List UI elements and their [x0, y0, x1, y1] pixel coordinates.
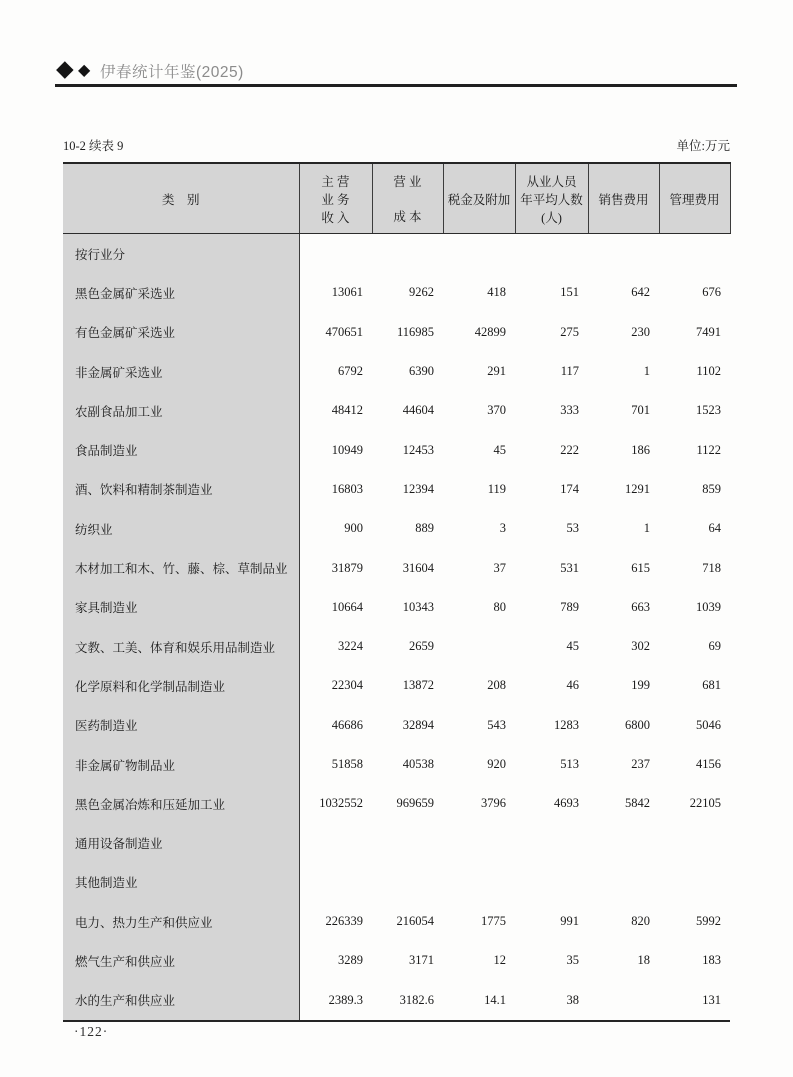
row-value [515, 863, 588, 902]
row-value [299, 823, 372, 862]
row-category: 黑色金属冶炼和压延加工业 [63, 784, 299, 823]
row-value: 6390 [409, 364, 434, 379]
row-value: 10664 [331, 599, 363, 614]
row-value: 531 [560, 560, 579, 575]
row-value: 543 [487, 717, 506, 732]
row-value: 5992 [696, 914, 721, 929]
table-number: 10-2 续表 9 [63, 139, 124, 153]
row-value: 174 [560, 481, 579, 496]
table-row [63, 706, 730, 745]
row-value: 1122 [696, 442, 721, 457]
header-operating-cost-lines [373, 172, 443, 225]
row-value: 45 [566, 639, 579, 654]
row-category: 水的生产和供应业 [63, 981, 299, 1021]
row-value: 31604 [402, 560, 434, 575]
header-operating-cost [372, 163, 443, 234]
row-value: 333 [560, 403, 579, 418]
row-value: 216054 [396, 914, 434, 929]
header-taxes-label: 税金及附加 [447, 192, 511, 207]
row-value: 900 [344, 521, 363, 536]
header-admin-expense-label: 管理费用 [669, 192, 720, 207]
row-value: 80 [493, 599, 506, 614]
row-category: 燃气生产和供应业 [63, 941, 299, 980]
row-value: 116985 [396, 324, 434, 339]
row-value: 10343 [402, 599, 434, 614]
row-value [443, 627, 515, 666]
row-value: 681 [702, 678, 721, 693]
diamond-icon-small: ◆ [78, 62, 91, 79]
row-value: 513 [560, 757, 579, 771]
row-value: 3171 [409, 953, 434, 968]
row-value: 3 [499, 521, 506, 536]
row-value: 1523 [696, 403, 721, 418]
row-value: 117 [560, 364, 579, 379]
row-value [372, 823, 443, 862]
row-value: 12394 [402, 481, 434, 496]
row-value: 6792 [338, 364, 363, 379]
table-header-row [63, 163, 730, 234]
table-row [63, 234, 730, 274]
row-value: 663 [631, 599, 650, 614]
row-value: 2389.3 [328, 992, 363, 1007]
row-value: 1291 [625, 481, 650, 496]
table-header [63, 163, 730, 234]
row-value: 44604 [402, 403, 434, 418]
header-category [63, 163, 299, 234]
header-line: 主 营 [321, 175, 350, 189]
statistics-table [63, 162, 731, 1022]
row-category: 木材加工和木、竹、藤、棕、草制品业 [63, 548, 299, 587]
row-value: 1102 [696, 364, 721, 379]
table-row [63, 941, 730, 980]
header-line: 营 业 [393, 175, 422, 189]
row-value [515, 823, 588, 862]
header-selling-expense-label: 销售费用 [598, 192, 649, 207]
row-value: 1032552 [319, 796, 363, 811]
row-value: 237 [631, 757, 650, 771]
row-value [372, 863, 443, 902]
header-line: 收 入 [321, 211, 350, 225]
row-value: 14.1 [484, 992, 506, 1007]
header-taxes [443, 163, 515, 234]
row-category: 有色金属矿采选业 [63, 313, 299, 352]
row-category: 电力、热力生产和供应业 [63, 902, 299, 941]
row-category: 非金属矿采选业 [63, 352, 299, 391]
row-value: 69 [708, 639, 721, 654]
table-row [63, 391, 730, 430]
row-value: 226339 [325, 914, 363, 929]
row-category: 黑色金属矿采选业 [63, 273, 299, 312]
row-value: 53 [566, 521, 579, 536]
row-category: 农副食品加工业 [63, 391, 299, 430]
table-row [63, 548, 730, 587]
row-value: 889 [415, 521, 434, 536]
header-rule-divider [55, 84, 737, 87]
page-number: ·122· [74, 1024, 109, 1039]
row-value: 46686 [331, 717, 363, 732]
row-value: 3289 [338, 953, 363, 968]
header-selling-expense [588, 163, 659, 234]
row-value [659, 823, 730, 862]
row-value: 9262 [409, 285, 434, 300]
row-value [659, 234, 730, 274]
row-value: 119 [487, 481, 506, 496]
row-value: 42899 [474, 324, 506, 339]
row-value: 22105 [689, 796, 721, 811]
row-value: 291 [487, 364, 506, 379]
row-value: 676 [702, 285, 721, 300]
row-value [443, 234, 515, 274]
row-value: 38 [566, 992, 579, 1007]
table-row [63, 509, 730, 548]
table-row [63, 745, 730, 784]
row-category: 化学原料和化学制品制造业 [63, 666, 299, 705]
row-value: 820 [631, 914, 650, 929]
unit-label: 单位:万元 [676, 139, 730, 153]
row-value: 275 [560, 324, 579, 339]
table-row [63, 863, 730, 902]
row-category: 纺织业 [63, 509, 299, 548]
row-value: 183 [702, 953, 721, 968]
row-value: 6800 [625, 717, 650, 732]
row-value: 131 [702, 992, 721, 1007]
row-value: 230 [631, 324, 650, 339]
row-value [443, 863, 515, 902]
row-value: 418 [487, 285, 506, 300]
row-category: 其他制造业 [63, 863, 299, 902]
row-value: 969659 [396, 796, 434, 811]
table-row [63, 627, 730, 666]
row-value: 64 [708, 521, 721, 536]
header-employees-lines [516, 172, 588, 225]
row-value [443, 823, 515, 862]
table-row [63, 273, 730, 312]
row-value: 3224 [338, 639, 363, 654]
header-line: 成 本 [393, 210, 422, 224]
row-value: 4156 [696, 757, 721, 771]
table-row [63, 430, 730, 469]
row-value: 13872 [402, 678, 434, 693]
row-value: 31879 [331, 560, 363, 575]
page-footer [74, 1024, 108, 1040]
row-value [588, 823, 659, 862]
row-value: 32894 [402, 717, 434, 732]
row-value: 12 [493, 953, 506, 968]
row-value: 10949 [331, 442, 363, 457]
row-value [588, 981, 659, 1021]
row-value: 1283 [554, 717, 579, 732]
table-row [63, 981, 730, 1021]
row-value: 701 [631, 403, 650, 418]
row-value: 7491 [696, 324, 721, 339]
row-value: 40538 [402, 757, 434, 771]
row-value: 222 [560, 442, 579, 457]
row-value: 2659 [409, 639, 434, 654]
row-value: 4693 [554, 796, 579, 811]
row-value: 151 [560, 285, 579, 300]
row-value: 208 [487, 678, 506, 693]
row-value: 470651 [325, 324, 363, 339]
row-value [588, 234, 659, 274]
diamond-icon-large: ◆ [56, 56, 74, 81]
row-value [588, 863, 659, 902]
row-value: 615 [631, 560, 650, 575]
row-value [372, 234, 443, 274]
header-category-label: 类 别 [161, 192, 200, 207]
row-value: 991 [560, 914, 579, 929]
table-row [63, 666, 730, 705]
table-row [63, 313, 730, 352]
header-main-revenue-lines [300, 172, 372, 225]
header-main-revenue [299, 163, 372, 234]
row-value: 3182.6 [399, 992, 434, 1007]
row-value: 859 [702, 481, 721, 496]
row-value: 5842 [625, 796, 650, 811]
row-value: 302 [631, 639, 650, 654]
row-value: 718 [702, 560, 721, 575]
table-caption [63, 136, 730, 154]
row-value: 3796 [481, 796, 506, 811]
row-value: 16803 [331, 481, 363, 496]
header-employees [515, 163, 588, 234]
book-title: 伊春统计年鉴(2025) [100, 64, 244, 81]
row-category: 食品制造业 [63, 430, 299, 469]
row-value: 1775 [481, 914, 506, 929]
table-row [63, 902, 730, 941]
table-row [63, 823, 730, 862]
row-value: 13061 [331, 285, 363, 300]
table-row [63, 784, 730, 823]
table-body [63, 234, 730, 1021]
header-line: 从业人员 [526, 175, 577, 189]
row-value: 48412 [331, 403, 363, 418]
row-value: 199 [631, 678, 650, 693]
row-value: 12453 [402, 442, 434, 457]
row-value: 22304 [331, 678, 363, 693]
row-value [659, 863, 730, 902]
row-value [299, 863, 372, 902]
row-value: 46 [566, 678, 579, 693]
row-value [515, 234, 588, 274]
row-value: 45 [493, 442, 506, 457]
row-value: 186 [631, 442, 650, 457]
row-category: 按行业分 [63, 234, 299, 274]
table-row [63, 588, 730, 627]
row-value: 35 [566, 953, 579, 968]
row-category: 非金属矿物制品业 [63, 745, 299, 784]
row-category: 酒、饮料和精制茶制造业 [63, 470, 299, 509]
row-value: 1 [643, 364, 650, 379]
table-row [63, 352, 730, 391]
header-admin-expense [659, 163, 730, 234]
row-value: 1 [643, 521, 650, 536]
header-line: 业 务 [321, 193, 350, 207]
row-value: 51858 [331, 757, 363, 771]
row-value: 370 [487, 403, 506, 418]
row-value [299, 234, 372, 274]
row-category: 通用设备制造业 [63, 823, 299, 862]
row-category: 医药制造业 [63, 706, 299, 745]
header-line: 年平均人数 [520, 193, 583, 207]
row-value: 18 [637, 953, 650, 968]
row-value: 37 [493, 560, 506, 575]
table-row [63, 470, 730, 509]
row-value: 1039 [696, 599, 721, 614]
row-category: 文教、工美、体育和娱乐用品制造业 [63, 627, 299, 666]
row-category: 家具制造业 [63, 588, 299, 627]
row-value: 5046 [696, 717, 721, 732]
row-value: 920 [487, 757, 506, 771]
row-value: 789 [560, 599, 579, 614]
header-line: (人) [541, 211, 562, 225]
row-value: 642 [631, 285, 650, 300]
